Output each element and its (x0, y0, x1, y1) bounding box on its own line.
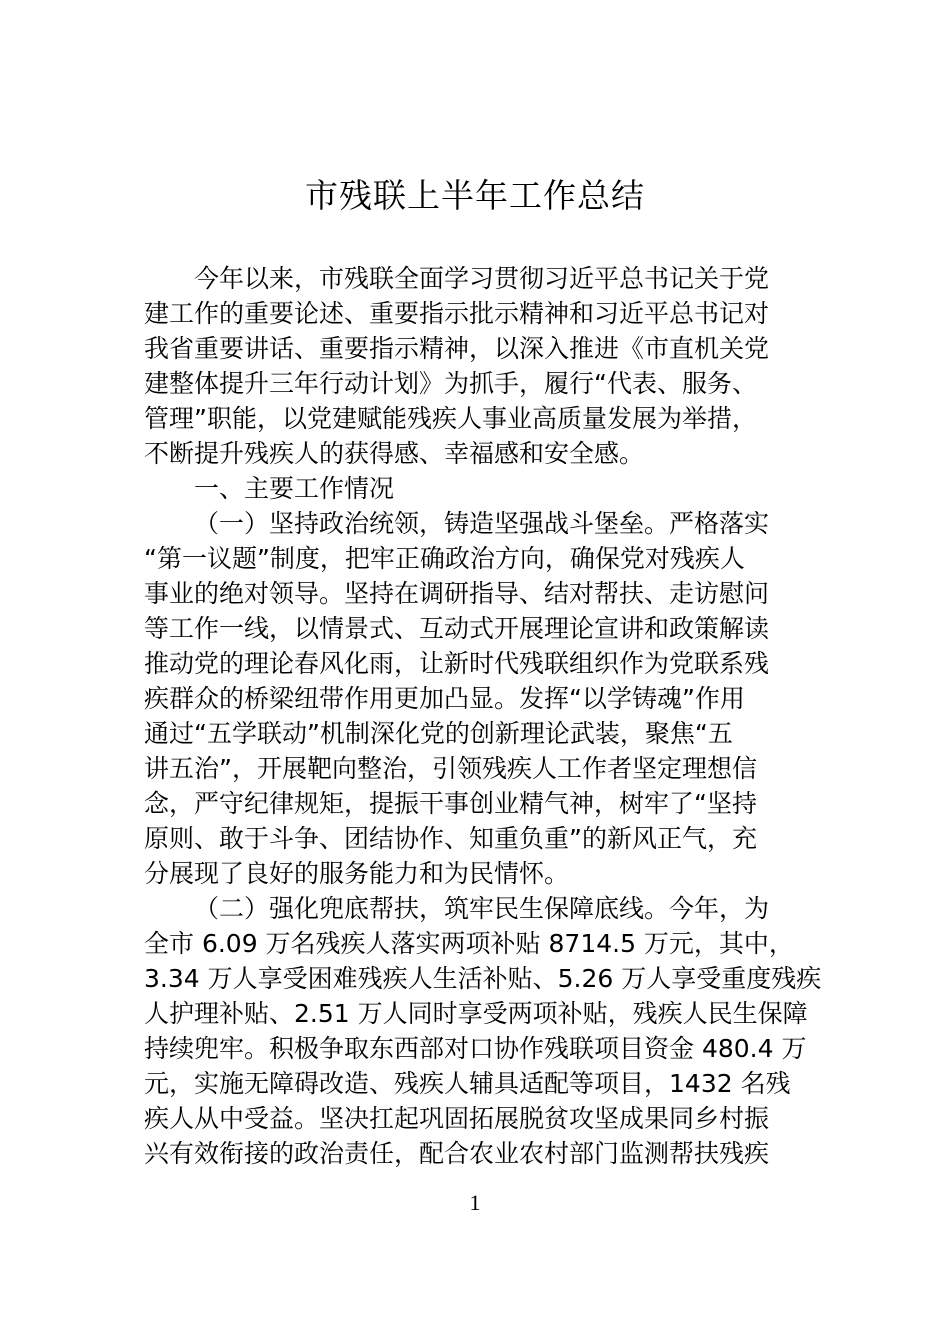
paragraph-line: 今年以来，市残联全面学习贯彻习近平总书记关于党 (194, 264, 770, 293)
document-body (144, 261, 822, 1171)
paragraph-line: 疾人从中受益。坚决扛起巩固拓展脱贫攻坚成果同乡村振 (144, 1104, 770, 1133)
paragraph-line: 人护理补贴、2.51 万人同时享受两项补贴，残疾人民生保障 (144, 999, 808, 1028)
section-heading: 一、主要工作情况 (194, 474, 395, 503)
paragraph-line: 分展现了良好的服务能力和为民情怀。 (144, 859, 570, 888)
paragraph-line: 建工作的重要论述、重要指示批示精神和习近平总书记对 (144, 299, 770, 328)
paragraph-line: 持续兜牢。积极争取东西部对口协作残联项目资金 480.4 万 (144, 1034, 807, 1063)
paragraph-line: （二）强化兜底帮扶，筑牢民生保障底线。今年，为 (194, 894, 770, 923)
paragraph-line: 元，实施无障碍改造、残疾人辅具适配等项目，1432 名残 (144, 1069, 791, 1098)
paragraph-line: 通过“五学联动”机制深化党的创新理论武装，聚焦“五 (144, 719, 733, 748)
paragraph-line: 推动党的理论春风化雨，让新时代残联组织作为党联系残 (144, 649, 770, 678)
page-number: 1 (469, 1190, 481, 1215)
paragraph-line: 原则、敢于斗争、团结协作、知重负重”的新风正气，充 (144, 824, 757, 853)
paragraph-line: 疾群众的桥梁纽带作用更加凸显。发挥“以学铸魂”作用 (144, 684, 745, 713)
paragraph-line: 等工作一线，以情景式、互动式开展理论宣讲和政策解读 (144, 614, 770, 643)
paragraph-line: 建整体提升三年行动计划》为抓手，履行“代表、服务、 (144, 369, 757, 398)
paragraph-line: 不断提升残疾人的获得感、幸福感和安全感。 (144, 439, 645, 468)
document-title: 市残联上半年工作总结 (305, 176, 645, 215)
paragraph-line: 事业的绝对领导。坚持在调研指导、结对帮扶、走访慰问 (144, 579, 770, 608)
paragraph-line: （一）坚持政治统领，铸造坚强战斗堡垒。严格落实 (194, 509, 770, 538)
paragraph-line: 讲五治”，开展靶向整治，引领残疾人工作者坚定理想信 (144, 754, 757, 783)
paragraph-line: 全市 6.09 万名残疾人落实两项补贴 8714.5 万元，其中， (144, 929, 794, 958)
paragraph-line: 管理”职能，以党建赋能残疾人事业高质量发展为举措， (144, 404, 757, 433)
paragraph-line: 我省重要讲话、重要指示精神，以深入推进《市直机关党 (144, 334, 770, 363)
paragraph-line: 3.34 万人享受困难残疾人生活补贴、5.26 万人享受重度残疾 (144, 964, 822, 993)
paragraph-line: 念，严守纪律规矩，提振干事创业精气神，树牢了“坚持 (144, 789, 757, 818)
paragraph-line: 兴有效衔接的政治责任，配合农业农村部门监测帮扶残疾 (144, 1139, 770, 1168)
paragraph-line: “第一议题”制度，把牢正确政治方向，确保党对残疾人 (144, 544, 745, 573)
